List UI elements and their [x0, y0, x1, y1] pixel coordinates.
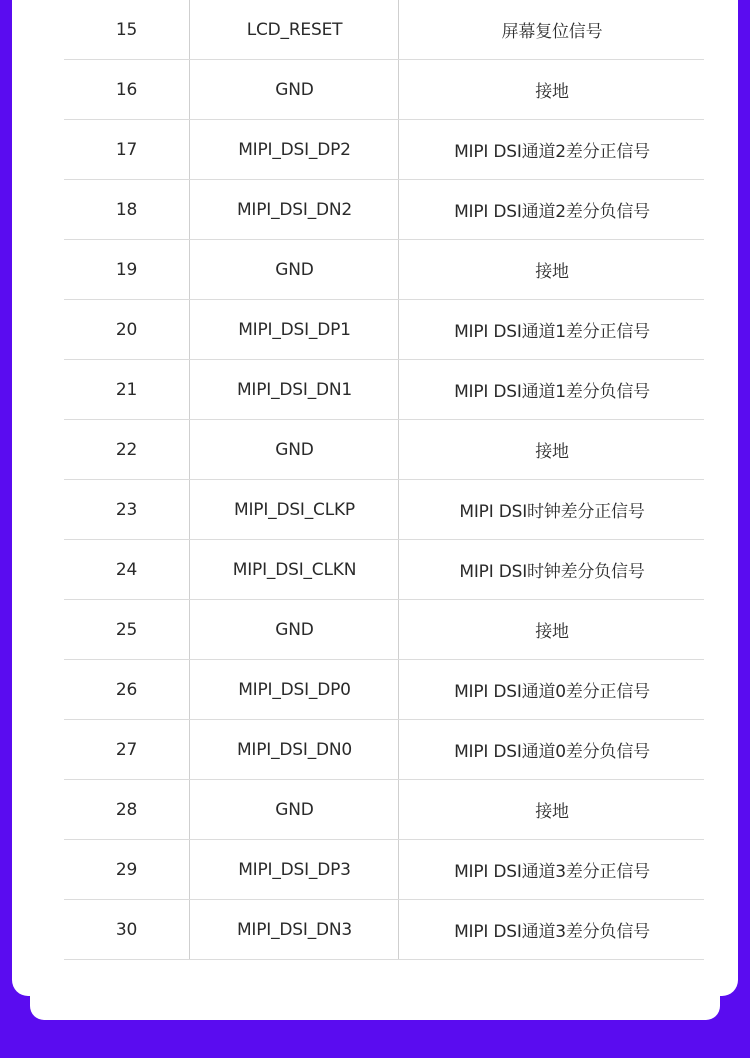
description-cell: 接地: [398, 780, 705, 839]
table-row: [64, 300, 704, 360]
description-cell: MIPI DSI通道3差分负信号: [398, 900, 705, 959]
table-row: [64, 900, 704, 960]
table-row: [64, 540, 704, 600]
signal-name-cell: MIPI_DSI_DN0: [189, 720, 399, 779]
table-row: [64, 780, 704, 840]
description-cell: 接地: [398, 600, 705, 659]
pin-number-cell: 29: [115, 859, 138, 880]
signal-name-cell: GND: [189, 240, 399, 299]
pin-number-cell: 21: [115, 379, 138, 400]
description-cell: MIPI DSI通道1差分正信号: [398, 300, 705, 359]
signal-name-cell: GND: [189, 420, 399, 479]
pin-number-cell: 16: [115, 79, 138, 100]
description-cell: 屏幕复位信号: [398, 0, 705, 59]
description-cell: MIPI DSI通道3差分正信号: [398, 840, 705, 899]
table-row: [64, 420, 704, 480]
description-cell: MIPI DSI通道2差分正信号: [398, 120, 705, 179]
pin-number-cell: 30: [115, 919, 138, 940]
signal-name-cell: GND: [189, 60, 399, 119]
description-cell: MIPI DSI时钟差分正信号: [398, 480, 705, 539]
pin-number-cell: 28: [115, 799, 138, 820]
description-cell: MIPI DSI时钟差分负信号: [398, 540, 705, 599]
pin-number-cell: 22: [115, 439, 138, 460]
signal-name-cell: MIPI_DSI_DN2: [189, 180, 399, 239]
table-row: [64, 660, 704, 720]
content-card: [12, 0, 738, 996]
table-row: [64, 720, 704, 780]
signal-name-cell: MIPI_DSI_DN3: [189, 900, 399, 959]
signal-name-cell: MIPI_DSI_DP1: [189, 300, 399, 359]
description-cell: 接地: [398, 240, 705, 299]
table-row: [64, 0, 704, 60]
signal-name-cell: GND: [189, 780, 399, 839]
signal-name-cell: LCD_RESET: [189, 0, 399, 59]
description-cell: MIPI DSI通道0差分负信号: [398, 720, 705, 779]
pin-number-cell: 20: [115, 319, 138, 340]
pin-number-cell: 27: [115, 739, 138, 760]
table-row: [64, 840, 704, 900]
pin-number-cell: 24: [115, 559, 138, 580]
signal-name-cell: GND: [189, 600, 399, 659]
description-cell: MIPI DSI通道1差分负信号: [398, 360, 705, 419]
description-cell: 接地: [398, 60, 705, 119]
pin-number-cell: 23: [115, 499, 138, 520]
table-row: [64, 180, 704, 240]
pin-number-cell: 26: [115, 679, 138, 700]
signal-name-cell: MIPI_DSI_CLKN: [189, 540, 399, 599]
description-cell: MIPI DSI通道0差分正信号: [398, 660, 705, 719]
pin-number-cell: 25: [115, 619, 138, 640]
table-row: [64, 360, 704, 420]
pin-number-cell: 17: [115, 139, 138, 160]
table-row: [64, 480, 704, 540]
table-row: [64, 240, 704, 300]
table-row: [64, 120, 704, 180]
table-row: [64, 600, 704, 660]
signal-name-cell: MIPI_DSI_DP0: [189, 660, 399, 719]
signal-name-cell: MIPI_DSI_DN1: [189, 360, 399, 419]
pin-number-cell: 19: [115, 259, 138, 280]
signal-name-cell: MIPI_DSI_DP3: [189, 840, 399, 899]
description-cell: 接地: [398, 420, 705, 479]
signal-name-cell: MIPI_DSI_DP2: [189, 120, 399, 179]
pin-number-cell: 18: [115, 199, 138, 220]
pin-number-cell: 15: [115, 19, 138, 40]
signal-name-cell: MIPI_DSI_CLKP: [189, 480, 399, 539]
description-cell: MIPI DSI通道2差分负信号: [398, 180, 705, 239]
table-row: [64, 60, 704, 120]
pin-table: [64, 0, 704, 960]
